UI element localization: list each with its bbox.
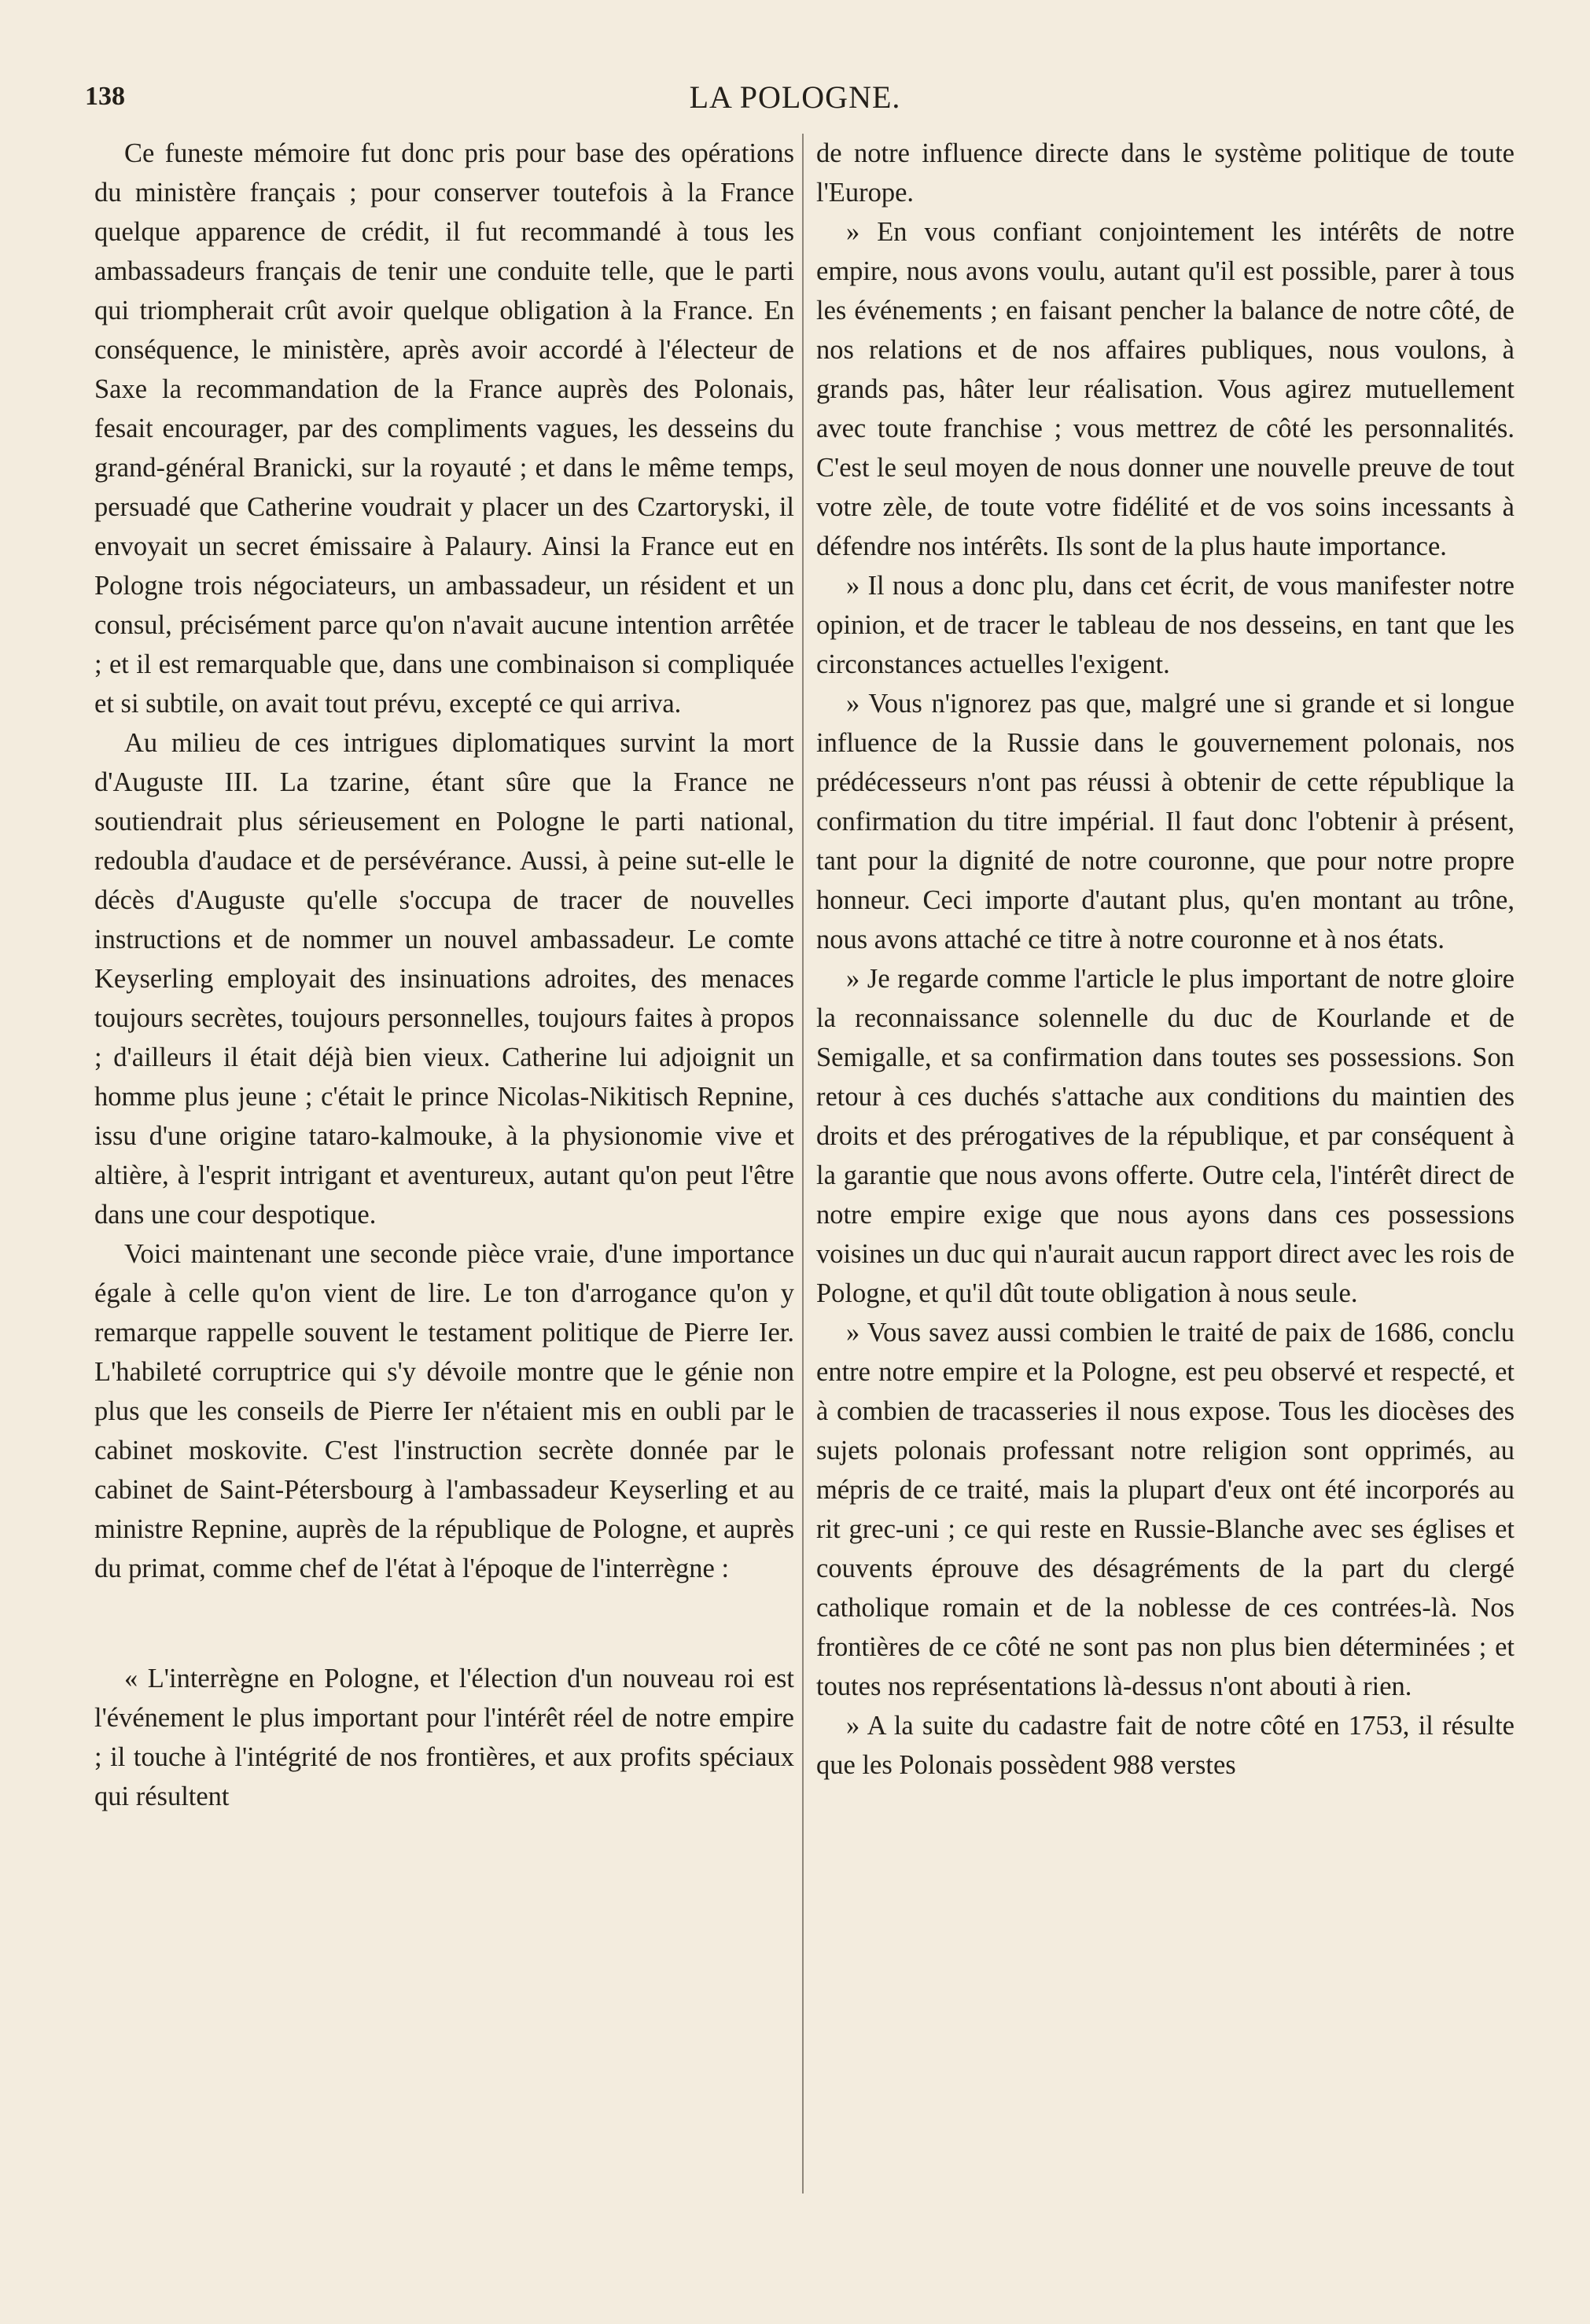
paragraph: » Je regarde comme l'article le plus important de notre gloire la reconnaissance solennelle du duc de Kourlande et de Semigalle, et sa confirmation dans toutes ses possessions. Son retour à ces duchés s'attache aux conditions du maintien des droits et des prérogatives de la république, et par conséquent à la garantie que nous avons offerte. Outre cela, l'intérêt direct de notre empire exige que nous ayons dans ces possessions voisines un duc qui n'aurait aucun rapport direct avec les rois de Pologne, et qu'il dût toute obligation à nous seule. [816, 964, 1515, 1308]
paragraph: Ce funeste mémoire fut donc pris pour base des opérations du ministère français ; pour conserver toutefois à la France quelque apparence de crédit, il fut recommandé à tous les ambassadeurs français de tenir une conduite telle, que le parti qui triompherait crût avoir quelque obligation à la France. En conséquence, le ministère, après avoir accordé à l'électeur de Saxe la recommandation de la France auprès des Polonais, fesait encourager, par des compliments vagues, les desseins du grand-général Branicki, sur la royauté ; et dans le même temps, persuadé que Catherine voudrait y placer un des Czartoryski, il envoyait un secret émissaire à Palaury. Ainsi la France eut en Pologne trois négociateurs, un ambassadeur, un résident et un consul, précisément parce qu'on n'avait aucune intention arrêtée ; et il est remarquable que, dans une combinaison si compliquée et si subtile, on avait tout prévu, excepté ce qui arriva. [94, 138, 794, 719]
paragraph: » A la suite du cadastre fait de notre côté en 1753, il résulte que les Polonais possèdent 988 verstes [816, 1711, 1515, 1780]
paragraph: » Il nous a donc plu, dans cet écrit, de vous manifester notre opinion, et de tracer le tableau de nos desseins, en tant que les circonstances actuelles l'exigent. [816, 571, 1515, 679]
page-number: 138 [85, 82, 125, 111]
paragraph: « L'interrègne en Pologne, et l'élection d'un nouveau roi est l'événement le plus important pour l'intérêt réel de notre empire ; il touche à l'intégrité de nos frontières, et aux profits spéciaux qui résultent [94, 1664, 794, 1811]
paragraph: Au milieu de ces intrigues diplomatiques survint la mort d'Auguste III. La tzarine, étant sûre que la France ne soutiendrait plus sérieusement en Pologne le parti national, redoubla d'audace et de persévérance. Aussi, à peine sut-elle le décès d'Auguste qu'elle s'occupa de tracer de nouvelles instructions et de nommer un nouvel ambassadeur. Le comte Keyserling employait des insinuations adroites, des menaces toujours secrètes, toujours personnelles, toujours faites à propos ; d'ailleurs il était déjà bien vieux. Catherine lui adjoignit un homme plus jeune ; c'était le prince Nicolas-Nikitisch Repnine, issu d'une origine tataro-kalmouke, à la physionomie vive et altière, à l'esprit intrigant et aventureux, autant qu'on peut l'être dans une cour despotique. [94, 728, 794, 1230]
paragraph: » Vous savez aussi combien le traité de paix de 1686, conclu entre notre empire et la Pologne, est peu observé et respecté, et à combien de tracasseries il nous expose. Tous les diocèses des sujets polonais professant notre religion sont opprimés, au mépris de ce traité, mais la plupart d'eux ont été incorporés au rit grec-uni ; ce qui reste en Russie-Blanche avec ses églises et couvents éprouve des désagréments de la part du clergé catholique romain et de la noblesse de ces contrées-là. Nos frontières de ce côté ne sont pas non plus bien déterminées ; et toutes nos représentations là-dessus n'ont abouti à rien. [816, 1318, 1515, 1701]
left-column [94, 134, 794, 2209]
paragraph: Voici maintenant une seconde pièce vraie, d'une importance égale à celle qu'on vient de lire. Le ton d'arrogance qu'on y remarque rappelle souvent le testament politique de Pierre Ier. L'habileté corruptrice qui s'y dévoile montre que le génie non plus que les conseils de Pierre Ier n'étaient mis en oubli par le cabinet moskovite. C'est l'instruction secrète donnée par le cabinet de Saint-Pétersbourg à l'ambassadeur Keyserling et au ministre Repnine, auprès de la république de Pologne, et auprès du primat, comme chef de l'état à l'époque de l'interrègne : [94, 1239, 794, 1583]
paragraph: » En vous confiant conjointement les intérêts de notre empire, nous avons voulu, autant qu'il est possible, parer à tous les événements ; en faisant pencher la balance de notre côté, de nos relations et de nos affaires publiques, nous voulons, à grands pas, hâter leur réalisation. Vous agirez mutuellement avec toute franchise ; vous mettrez de côté les personnalités. C'est le seul moyen de nous donner une nouvelle preuve de tout votre zèle, de toute votre fidélité et de vos soins incessants à défendre nos intérêts. Ils sont de la plus haute importance. [816, 217, 1515, 561]
right-column [816, 134, 1515, 2209]
running-title: LA POLOGNE. [689, 79, 901, 115]
column-divider [802, 134, 804, 2193]
paragraph: » Vous n'ignorez pas que, malgré une si grande et si longue influence de la Russie dans le gouvernement polonais, nos prédécesseurs n'ont pas réussi à obtenir de cette république la confirmation du titre impérial. Il faut donc l'obtenir à présent, tant pour la dignité de notre couronne, que pour notre propre honneur. Ceci importe d'autant plus, qu'en montant au trône, nous avons attaché ce titre à notre couronne et à nos états. [816, 689, 1515, 954]
paragraph: de notre influence directe dans le système politique de toute l'Europe. [816, 138, 1515, 208]
